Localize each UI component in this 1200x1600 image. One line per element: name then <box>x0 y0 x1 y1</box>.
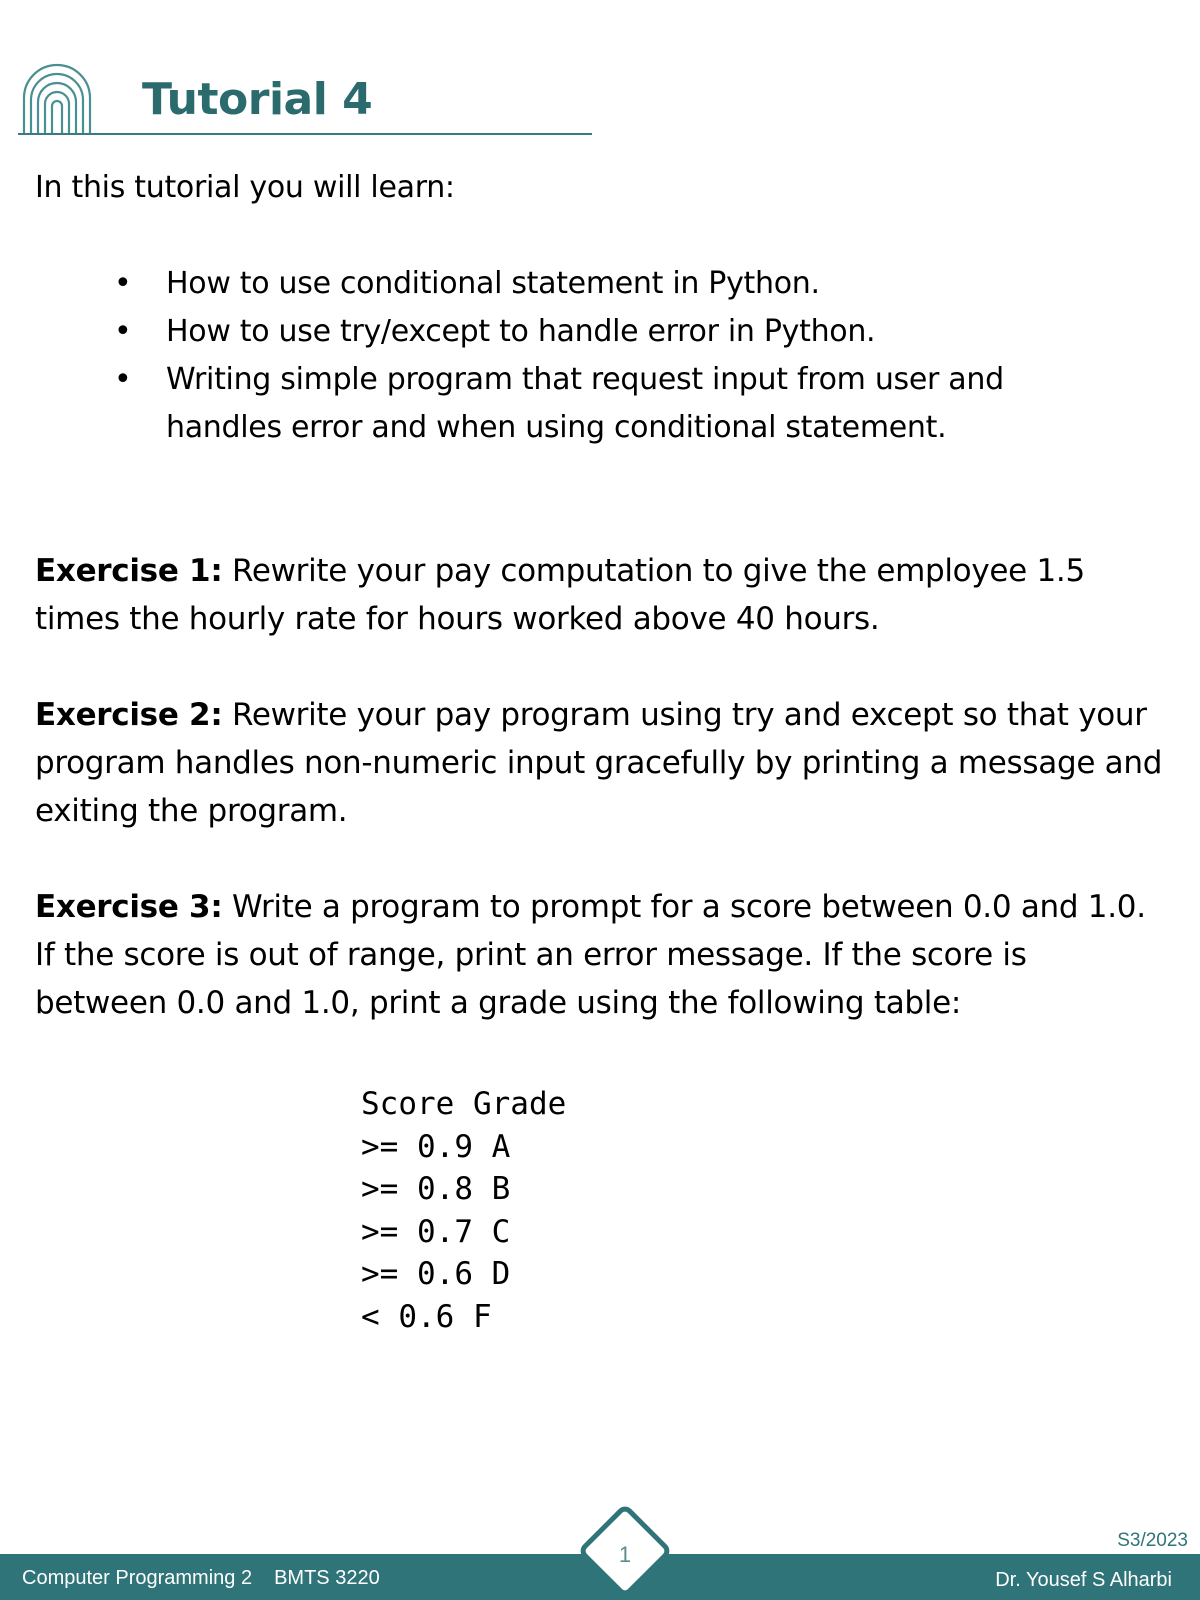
list-item <box>114 356 1114 452</box>
list-item <box>114 308 1114 356</box>
exercise-text: Rewrite your pay program using try and except so that your program handles non-numeric input gracefully by printing a message and exiting the program. <box>35 697 1163 829</box>
exercise-label: Exercise 2: <box>35 697 223 733</box>
grade-table-row: >= 0.7 C <box>361 1213 511 1250</box>
exercise-label: Exercise 1: <box>35 553 223 589</box>
list-item-text: How to use try/except to handle error in Python. <box>166 314 876 349</box>
bullet-icon: • <box>114 314 132 349</box>
grade-table-row: >= 0.8 B <box>361 1171 511 1207</box>
exercise-1 <box>35 547 1165 643</box>
page-title: Tutorial 4 <box>142 74 373 125</box>
grade-table-row: >= 0.9 A <box>361 1128 511 1165</box>
exercise-label: Exercise 3: <box>35 889 223 925</box>
grade-table-row: < 0.6 F <box>361 1298 492 1335</box>
exercise-text: Rewrite your pay computation to give the employee 1.5 times the hourly rate for hours worked above 40 hours. <box>35 553 1085 637</box>
list-item <box>114 260 1114 308</box>
arch-logo-icon <box>18 58 96 136</box>
course-name: Computer Programming 2 <box>22 1567 253 1589</box>
exercise-text: Write a program to prompt for a score between 0.0 and 1.0. If the score is out of range, print an error message. If the score is between 0.0 and 1.0, print a grade using the following table: <box>35 889 1146 1021</box>
term-label: S3/2023 <box>1117 1530 1188 1551</box>
course-code: BMTS 3220 <box>274 1567 380 1589</box>
footer-course-info <box>22 1566 380 1590</box>
list-item-text: How to use conditional statement in Python. <box>166 266 820 301</box>
learning-objectives-list <box>114 260 1114 452</box>
bullet-icon: • <box>114 362 132 397</box>
bullet-icon: • <box>114 266 132 301</box>
grade-table-row: >= 0.6 D <box>361 1256 511 1292</box>
exercise-3 <box>35 883 1165 1027</box>
grade-table-header: Score Grade <box>361 1086 567 1122</box>
footer-author: Dr. Yousef S Alharbi <box>995 1569 1172 1591</box>
intro-text: In this tutorial you will learn: <box>35 170 455 205</box>
list-item-text: Writing simple program that request input from user and handles error and when using conditional statement. <box>166 362 1004 445</box>
exercise-2 <box>35 691 1165 835</box>
page-number: 1 <box>618 1542 632 1567</box>
grade-table <box>361 1083 566 1338</box>
title-divider <box>18 133 592 135</box>
